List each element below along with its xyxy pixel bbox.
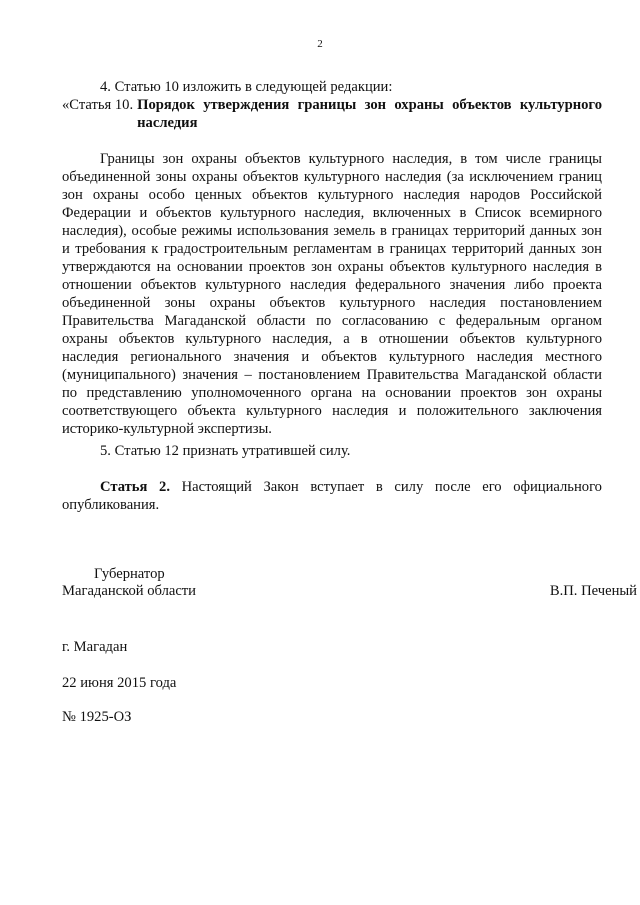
article-10-title: [62, 96, 602, 132]
signing-date: 22 июня 2015 года: [62, 675, 177, 691]
item-5-text: 5. Статью 12 признать утратившей силу.: [100, 443, 351, 459]
signature-name: В.П. Печеный: [549, 583, 637, 599]
article-2-label: Статья 2.: [100, 479, 170, 495]
signature-position-line1: Губернатор: [94, 566, 165, 582]
law-number: № 1925-ОЗ: [62, 709, 132, 725]
article-10-body: Границы зон охраны объектов культурного наследия, в том числе границы объединенной зоны охраны объектов культурного наследия (за исключением границ зон охраны особо ценных объектов культурного наследия народов Российской Федерации и объектов культурного наследия, включенных в Список всемирного наследия), особые режимы использования земель в границах территорий данных зон и требования к градостроительным регламентам в границах территорий данных зон утверждаются на основании проектов зон охраны объектов культурного наследия в отношении объектов культурного наследия федерального значения либо проекта объединенной зоны охраны объектов культурного наследия постановлением Правительства Магаданской области по согласованию с федеральным органом охраны объектов культурного наследия, а в отношении объектов культурного наследия регионального значения и объектов культурного наследия местного (муниципального) значения – постановлением Правительства Магаданской области по представлению уполномоченного органа на основании проектов зон охраны соответствующего объекта культурного наследия и положительного заключения историко-культурной экспертизы.: [62, 151, 602, 437]
article-2-text: Настоящий Закон вступает в силу после его официального опубликования.: [62, 479, 602, 513]
item-4-text: 4. Статью 10 изложить в следующей редакции:: [100, 79, 393, 95]
article-2-paragraph: [62, 478, 602, 514]
signature-position-line2: Магаданской области: [62, 583, 196, 599]
page-number: 2: [317, 38, 323, 50]
article-10-label: «Статья 10.: [62, 97, 134, 113]
article-10-heading: Порядок утверждения границы зон охраны объектов культурного наследия: [137, 97, 602, 131]
place-of-signing: г. Магадан: [62, 639, 128, 655]
